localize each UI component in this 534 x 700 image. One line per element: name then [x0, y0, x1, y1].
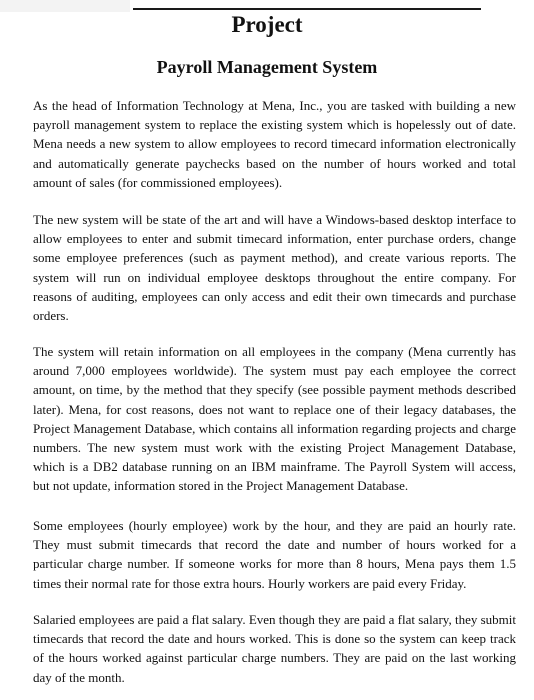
paragraph-intro: As the head of Information Technology at Mena, Inc., you are tasked with building a new payroll management system to replace the existing system which is hopelessly out of date. Mena needs a new system to allow employees to record timecard information electronically and automatically generate paychecks based on the number of hours worked and total amount of sales (for commissioned employees).	[33, 98, 516, 190]
document-subtitle: Payroll Management System	[156, 57, 378, 77]
paragraph-hourly-employees: Some employees (hourly employee) work by the hour, and they are paid an hourly rate. They must submit timecards that record the date and number of hours worked for a particular charge number. If someone works for more than 8 hours, Mena pays them 1.5 times their normal rate for those extra hours. Hourly workers are paid every Friday.	[33, 518, 516, 591]
paragraph-salaried-employees: Salaried employees are paid a flat salary. Even though they are paid a flat salary, they submit timecards that record the date and hours worked. This is done so the system can keep track of the hours worked against particular charge numbers. They are paid on the last working day of the month.	[33, 612, 516, 685]
paragraph-system-overview: The new system will be state of the art and will have a Windows-based desktop interface to allow employees to enter and submit timecard information, enter purchase orders, change some employee preferences (such as payment method), and create various reports. The system will run on individual employee desktops throughout the entire company. For reasons of auditing, employees can only access and edit their own timecards and purchase orders.	[33, 212, 516, 324]
paragraph-employee-database: The system will retain information on all employees in the company (Mena currently has around 7,000 employees worldwide). The system must pay each employee the correct amount, on time, by the method that they specify (see possible payment methods described later). Mena, for cost reasons, does not want to replace one of their legacy databases, the Project Management Database, which contains all information regarding projects and charge numbers. The new system must work with the existing Project Management Database, which is a DB2 database running on an IBM mainframe. The Payroll System will access, but not update, information stored in the Project Management Database.	[33, 344, 516, 494]
header-smudge	[0, 0, 130, 12]
document-title: Project	[231, 12, 303, 37]
top-rule	[133, 8, 481, 10]
